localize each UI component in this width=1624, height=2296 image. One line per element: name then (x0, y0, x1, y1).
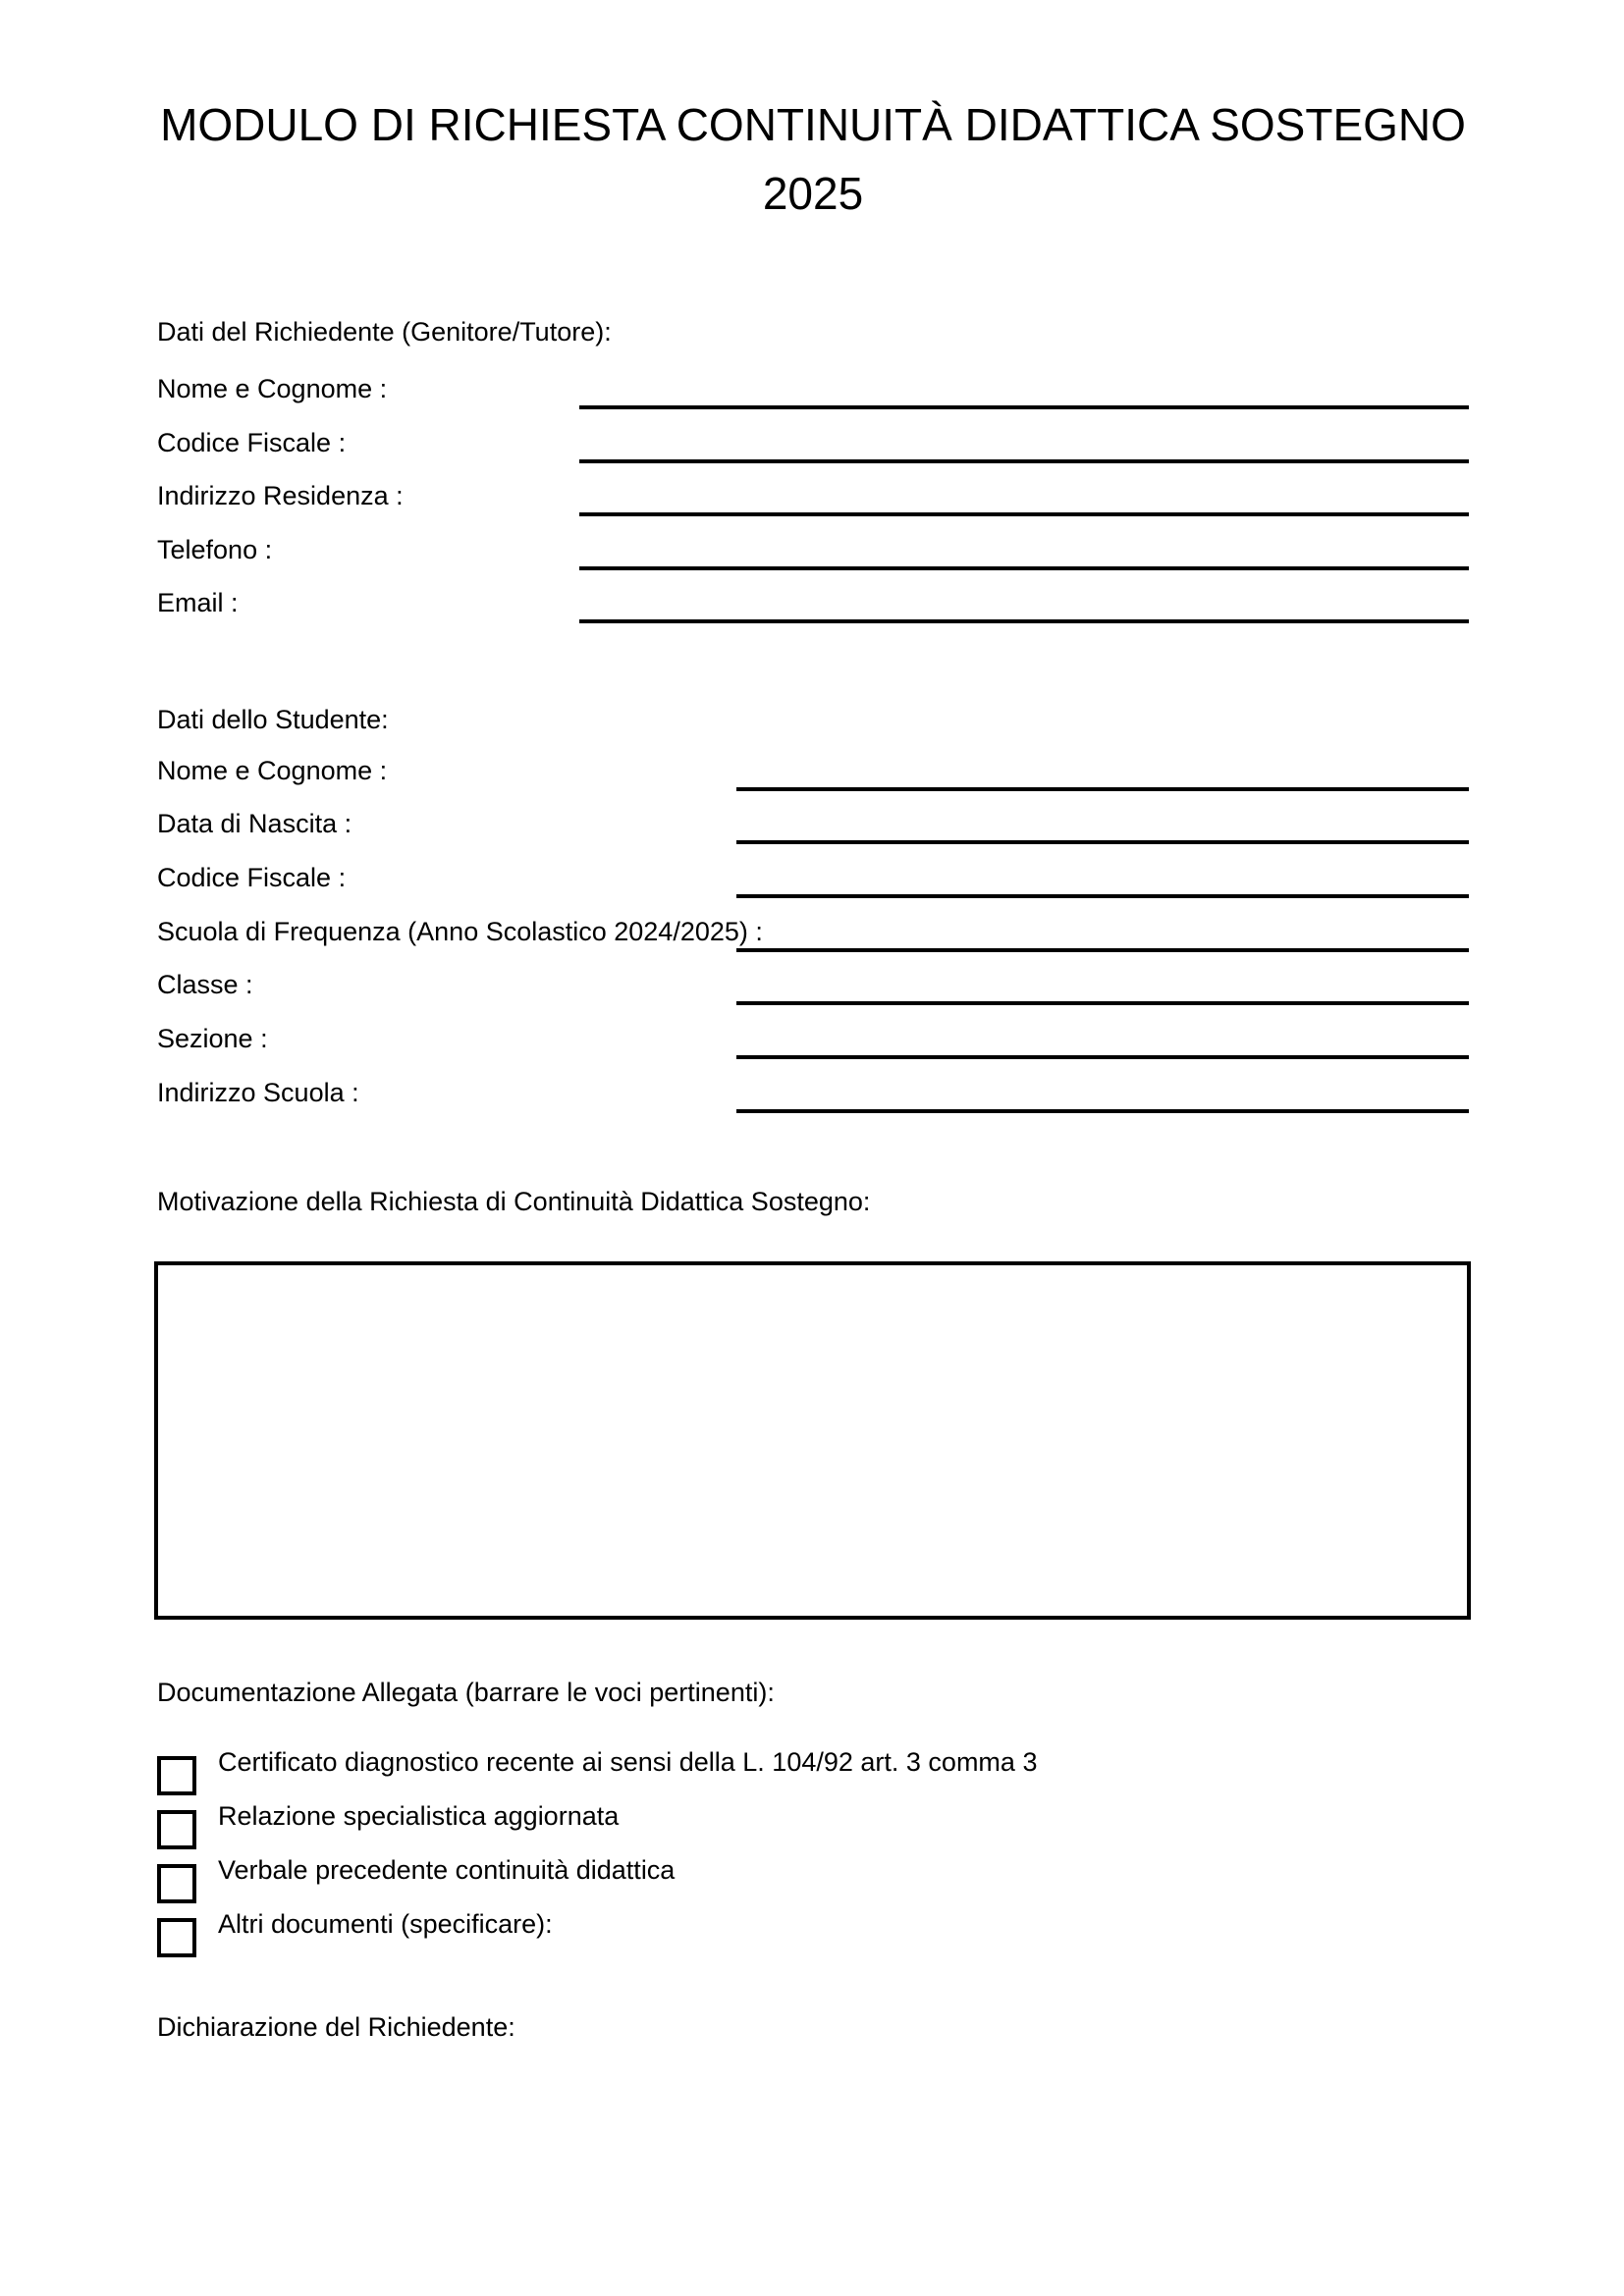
checkbox-row-diagnostic-certificate (157, 1746, 1469, 1800)
applicant-fields (157, 356, 1469, 623)
other-documents-checkbox[interactable] (157, 1918, 196, 1957)
student-fiscal-code-row (157, 844, 1469, 898)
document-title (157, 90, 1469, 228)
student-birthdate-row (157, 791, 1469, 845)
specialist-report-checkbox[interactable] (157, 1810, 196, 1849)
motivation-textarea[interactable] (154, 1261, 1471, 1620)
diagnostic-certificate-label: Certificato diagnostico recente ai sensi della L. 104/92 art. 3 comma 3 (218, 1746, 1038, 1777)
documentation-section-heading: Documentazione Allegata (barrare le voci pertinenti): (157, 1677, 775, 1707)
applicant-address-row (157, 463, 1469, 516)
student-section-heading: Dati dello Studente: (157, 704, 389, 734)
documentation-checklist (157, 1746, 1469, 1962)
applicant-email-row (157, 570, 1469, 623)
motivation-section-heading: Motivazione della Richiesta di Continuità Didattica Sostegno: (157, 1186, 871, 1216)
previous-report-label: Verbale precedente continuità didattica (218, 1854, 676, 1885)
student-school-label: Scuola di Frequenza (Anno Scolastico 2024/2025) : (157, 916, 763, 946)
applicant-fiscal-code-label: Codice Fiscale : (157, 427, 347, 457)
applicant-email-input-line[interactable] (579, 619, 1469, 623)
applicant-phone-label: Telefono : (157, 534, 273, 564)
student-section-label: Sezione : (157, 1024, 268, 1054)
student-school-address-label: Indirizzo Scuola : (157, 1077, 359, 1107)
student-school-address-row (157, 1059, 1469, 1113)
declaration-section-heading: Dichiarazione del Richiedente: (157, 2011, 515, 2042)
checkbox-row-other-documents (157, 1908, 1469, 1962)
applicant-phone-row (157, 516, 1469, 569)
student-birthdate-label: Data di Nascita : (157, 809, 352, 839)
diagnostic-certificate-checkbox[interactable] (157, 1756, 196, 1795)
student-class-row (157, 952, 1469, 1006)
applicant-name-row (157, 356, 1469, 409)
previous-report-checkbox[interactable] (157, 1864, 196, 1903)
document-title-line2: 2025 (762, 168, 864, 219)
student-school-address-input-line[interactable] (736, 1109, 1469, 1113)
applicant-email-label: Email : (157, 587, 239, 617)
student-name-label: Nome e Cognome : (157, 755, 388, 785)
document-title-line1: MODULO DI RICHIESTA CONTINUITÀ DIDATTICA SOSTEGNO (160, 99, 1466, 150)
student-fields (157, 737, 1469, 1113)
applicant-name-label: Nome e Cognome : (157, 374, 388, 404)
checkbox-row-previous-report (157, 1854, 1469, 1908)
checkbox-row-specialist-report (157, 1800, 1469, 1854)
student-fiscal-code-label: Codice Fiscale : (157, 863, 347, 893)
student-school-row (157, 898, 1469, 952)
specialist-report-label: Relazione specialistica aggiornata (218, 1800, 620, 1831)
other-documents-label: Altri documenti (specificare): (218, 1908, 553, 1939)
applicant-fiscal-code-row (157, 409, 1469, 462)
applicant-section-heading: Dati del Richiedente (Genitore/Tutore): (157, 317, 612, 347)
student-section-row (157, 1005, 1469, 1059)
student-class-label: Classe : (157, 970, 253, 1000)
student-name-row (157, 737, 1469, 791)
applicant-address-label: Indirizzo Residenza : (157, 481, 404, 511)
